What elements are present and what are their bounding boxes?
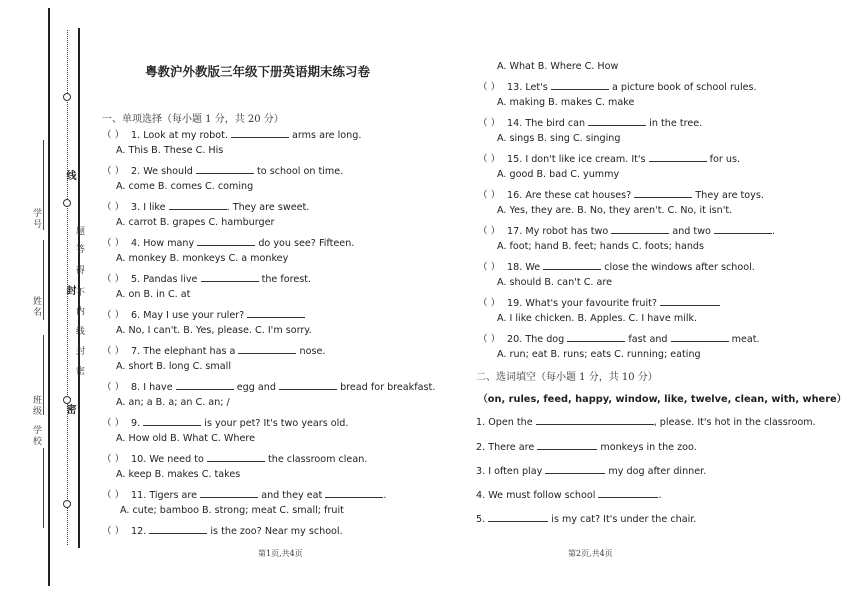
answer-blank[interactable] xyxy=(200,488,258,498)
answer-blank[interactable] xyxy=(207,452,265,462)
question-text: They are toys. xyxy=(695,190,764,201)
answer-paren[interactable]: （ ） xyxy=(478,226,501,237)
warning-char: 题 xyxy=(74,226,84,237)
answer-paren[interactable]: （ ） xyxy=(102,238,125,249)
question-text: May I use your ruler? xyxy=(143,310,245,321)
question-number: 6. xyxy=(131,310,141,321)
fill-item-text: . xyxy=(658,490,662,501)
question-row xyxy=(102,127,361,141)
question-options: A. should B. can't C. are xyxy=(497,277,613,288)
question-text: for us. xyxy=(709,154,741,165)
answer-blank[interactable] xyxy=(714,224,772,234)
question-text: Look at my robot. xyxy=(143,130,228,141)
question-text: The bird can xyxy=(525,118,586,129)
question-number: 5. xyxy=(131,274,141,285)
answer-blank[interactable] xyxy=(238,344,296,354)
question-text: and they eat xyxy=(261,490,323,501)
fill-item-text: , please. It's hot in the classroom. xyxy=(653,417,816,428)
field-class-line[interactable] xyxy=(43,335,44,415)
question-number: 8. xyxy=(131,382,141,393)
question-row xyxy=(102,451,367,465)
question-number: 3. xyxy=(131,202,141,213)
answer-paren[interactable]: （ ） xyxy=(478,262,501,273)
question-options: A. I like chicken. B. Apples. C. I have milk. xyxy=(497,313,698,324)
answer-paren[interactable]: （ ） xyxy=(102,310,125,321)
answer-blank[interactable] xyxy=(279,380,337,390)
answer-blank[interactable] xyxy=(247,308,305,318)
fill-item xyxy=(476,488,662,501)
field-school-label: 学校 xyxy=(31,425,41,447)
question-text: Tigers are xyxy=(149,490,198,501)
fill-item xyxy=(476,512,696,525)
question-text: is your pet? It's two years old. xyxy=(204,418,349,429)
fill-item xyxy=(476,440,697,453)
warning-char: 封 xyxy=(74,346,84,357)
question-text: We xyxy=(525,262,541,273)
binding-hole-3 xyxy=(63,396,71,404)
warning-char: 线 xyxy=(74,326,84,337)
fill-item-text: my dog after dinner. xyxy=(608,466,707,477)
question-row xyxy=(478,151,740,165)
question-options: A. run; eat B. runs; eats C. running; eating xyxy=(497,349,701,360)
question-text: I like xyxy=(143,202,166,213)
question-number: 10. xyxy=(131,454,147,465)
question-row xyxy=(102,523,343,537)
question-options: A. cute; bamboo B. strong; meat C. small; fruit xyxy=(120,505,344,516)
word-bank: （on, rules, feed, happy, window, like, twelve, clean, with, where） xyxy=(478,394,847,405)
answer-paren[interactable]: （ ） xyxy=(102,418,125,429)
fill-item xyxy=(476,415,816,428)
question-text: arms are long. xyxy=(292,130,362,141)
question-text: The elephant has a xyxy=(143,346,236,357)
question-text: do you see? Fifteen. xyxy=(258,238,355,249)
question-text: close the windows after school. xyxy=(604,262,755,273)
answer-paren[interactable]: （ ） xyxy=(478,154,501,165)
question-options: A. monkey B. monkeys C. a monkey xyxy=(116,253,289,264)
fill-item-text: is my cat? It's under the chair. xyxy=(551,514,697,525)
question-options: A. carrot B. grapes C. hamburger xyxy=(116,217,275,228)
page-footer-left: 第1页,共4页 xyxy=(258,549,303,558)
answer-blank[interactable] xyxy=(201,272,259,282)
question-number: 20. xyxy=(507,334,523,345)
answer-paren[interactable]: （ ） xyxy=(102,490,125,501)
question-number: 9. xyxy=(131,418,141,429)
question-options: A. What B. Where C. How xyxy=(497,61,619,72)
question-options: A. on B. in C. at xyxy=(116,289,191,300)
question-number: 14. xyxy=(507,118,523,129)
question-text: fast and xyxy=(628,334,668,345)
answer-blank[interactable] xyxy=(634,188,692,198)
question-number: 16. xyxy=(507,190,523,201)
answer-blank[interactable] xyxy=(660,296,720,306)
question-row xyxy=(478,331,760,345)
fill-item-text: 3. I often play xyxy=(476,466,543,477)
field-class-label: 班级 xyxy=(31,395,41,417)
question-row xyxy=(478,259,755,273)
answer-blank[interactable] xyxy=(176,380,234,390)
answer-blank[interactable] xyxy=(196,164,254,174)
question-text: Let's xyxy=(525,82,548,93)
answer-blank[interactable] xyxy=(551,80,609,90)
answer-paren[interactable]: （ ） xyxy=(102,166,125,177)
question-text: I don't like ice cream. It's xyxy=(525,154,646,165)
answer-paren[interactable]: （ ） xyxy=(478,298,501,309)
answer-paren[interactable]: （ ） xyxy=(102,382,125,393)
question-row xyxy=(478,79,757,93)
question-text: . xyxy=(771,226,776,237)
warning-char: 得 xyxy=(74,265,84,276)
field-student-id-line[interactable] xyxy=(43,140,44,230)
answer-paren[interactable]: （ ） xyxy=(102,274,125,285)
margin-label-line: 线 xyxy=(64,170,75,180)
answer-blank[interactable] xyxy=(567,332,625,342)
question-number: 17. xyxy=(507,226,523,237)
question-number: 4. xyxy=(131,238,141,249)
answer-blank[interactable] xyxy=(545,464,605,474)
answer-blank[interactable] xyxy=(169,200,227,210)
question-options: A. keep B. makes C. takes xyxy=(116,469,241,480)
margin-label-dense: 密 xyxy=(64,404,75,414)
answer-blank[interactable] xyxy=(149,524,207,534)
field-school-line[interactable] xyxy=(43,448,44,528)
question-options: A. sings B. sing C. singing xyxy=(497,133,621,144)
answer-paren[interactable]: （ ） xyxy=(478,334,501,345)
question-options: A. good B. bad C. yummy xyxy=(497,169,620,180)
question-text: I have xyxy=(143,382,173,393)
fill-item-text: 1. Open the xyxy=(476,417,533,428)
question-text: . xyxy=(383,490,387,501)
answer-blank[interactable] xyxy=(231,128,289,138)
answer-paren[interactable]: （ ） xyxy=(478,82,501,93)
answer-paren[interactable]: （ ） xyxy=(478,118,501,129)
margin-label-seal: 封 xyxy=(64,285,75,295)
question-options: A. making B. makes C. make xyxy=(497,97,635,108)
question-text: We should xyxy=(143,166,193,177)
question-number: 19. xyxy=(507,298,523,309)
question-options: A. This B. These C. His xyxy=(116,145,224,156)
question-options: A. an; a B. a; an C. an; / xyxy=(116,397,230,408)
question-row xyxy=(102,271,311,285)
question-row xyxy=(102,379,435,393)
question-number: 11. xyxy=(131,490,147,501)
question-options: A. short B. long C. small xyxy=(116,361,231,372)
field-student-id-label: 学号 xyxy=(31,208,41,230)
question-text: to school on time. xyxy=(257,166,344,177)
question-text: The dog xyxy=(525,334,565,345)
question-row xyxy=(478,295,720,309)
fill-item xyxy=(476,464,706,477)
binding-hole-4 xyxy=(63,500,71,508)
question-text: in the tree. xyxy=(649,118,703,129)
question-number: 15. xyxy=(507,154,523,165)
fill-item-text: 2. There are xyxy=(476,442,535,453)
fill-item-text: 5. xyxy=(476,514,486,525)
warning-char: 内 xyxy=(74,306,84,317)
question-text: . They are sweet. xyxy=(226,202,310,213)
field-name-label: 姓名 xyxy=(31,296,41,318)
question-row xyxy=(478,115,702,129)
question-text: egg and xyxy=(236,382,276,393)
warning-char: 答 xyxy=(74,244,84,255)
answer-blank[interactable] xyxy=(611,224,669,234)
answer-paren[interactable]: （ ） xyxy=(102,526,125,537)
question-text: meat. xyxy=(731,334,760,345)
fill-item-text: monkeys in the zoo. xyxy=(600,442,697,453)
answer-paren[interactable]: （ ） xyxy=(102,454,125,465)
answer-blank[interactable] xyxy=(197,236,255,246)
question-row xyxy=(478,223,775,237)
question-text: How many xyxy=(143,238,195,249)
question-text: nose. xyxy=(299,346,326,357)
answer-paren[interactable]: （ ） xyxy=(102,202,125,213)
answer-blank[interactable] xyxy=(671,332,729,342)
answer-blank[interactable] xyxy=(143,416,201,426)
section2-heading: 二、选词填空（每小题 1 分，共 10 分） xyxy=(476,372,658,383)
answer-paren[interactable]: （ ） xyxy=(102,130,125,141)
binding-hole-1 xyxy=(63,93,71,101)
question-number: 18. xyxy=(507,262,523,273)
question-number: 7. xyxy=(131,346,141,357)
answer-paren[interactable]: （ ） xyxy=(102,346,125,357)
question-row xyxy=(102,163,343,177)
warning-char: 密 xyxy=(74,366,84,377)
answer-blank[interactable] xyxy=(598,488,658,498)
question-text: is the zoo? Near my school. xyxy=(210,526,343,537)
answer-blank[interactable] xyxy=(649,152,707,162)
binding-hole-2 xyxy=(63,199,71,207)
question-text: What's your favourite fruit? xyxy=(525,298,657,309)
page-footer-right: 第2页,共4页 xyxy=(568,549,613,558)
question-text: the forest. xyxy=(261,274,312,285)
question-options: A. How old B. What C. Where xyxy=(116,433,255,444)
fill-item-text: 4. We must follow school xyxy=(476,490,596,501)
question-row xyxy=(102,487,386,501)
question-number: 1. xyxy=(131,130,141,141)
answer-blank[interactable] xyxy=(543,260,601,270)
question-text: a picture book of school rules. xyxy=(611,82,757,93)
question-text: bread for breakfast. xyxy=(340,382,436,393)
question-row xyxy=(102,235,354,249)
answer-paren[interactable]: （ ） xyxy=(478,190,501,201)
question-row xyxy=(102,307,305,321)
question-text: and two xyxy=(672,226,711,237)
question-text: We need to xyxy=(149,454,204,465)
question-text: Pandas live xyxy=(143,274,198,285)
question-number: 2. xyxy=(131,166,141,177)
answer-blank[interactable] xyxy=(325,488,383,498)
question-row xyxy=(102,343,325,357)
section1-heading: 一、单项选择（每小题 1 分，共 20 分） xyxy=(102,114,284,125)
answer-blank[interactable] xyxy=(537,440,597,450)
question-number: 12. xyxy=(131,526,147,537)
field-name-line[interactable] xyxy=(43,240,44,320)
question-row xyxy=(478,187,764,201)
question-number: 13. xyxy=(507,82,523,93)
question-options: A. come B. comes C. coming xyxy=(116,181,254,192)
question-row xyxy=(102,415,348,429)
question-row xyxy=(102,199,309,213)
exam-title: 粤教沪外教版三年级下册英语期末练习卷 xyxy=(145,64,371,79)
answer-blank[interactable] xyxy=(488,512,548,522)
question-text: Are these cat houses? xyxy=(525,190,632,201)
answer-blank[interactable] xyxy=(536,415,654,425)
warning-char: 不 xyxy=(74,287,84,298)
question-text: the classroom clean. xyxy=(268,454,368,465)
question-text: My robot has two xyxy=(525,226,609,237)
answer-blank[interactable] xyxy=(588,116,646,126)
question-options: A. Yes, they are. B. No, they aren't. C. No, it isn't. xyxy=(497,205,733,216)
margin-line-left xyxy=(48,8,50,586)
question-options: A. foot; hand B. feet; hands C. foots; hands xyxy=(497,241,705,252)
question-options: A. No, I can't. B. Yes, please. C. I'm sorry. xyxy=(116,325,312,336)
